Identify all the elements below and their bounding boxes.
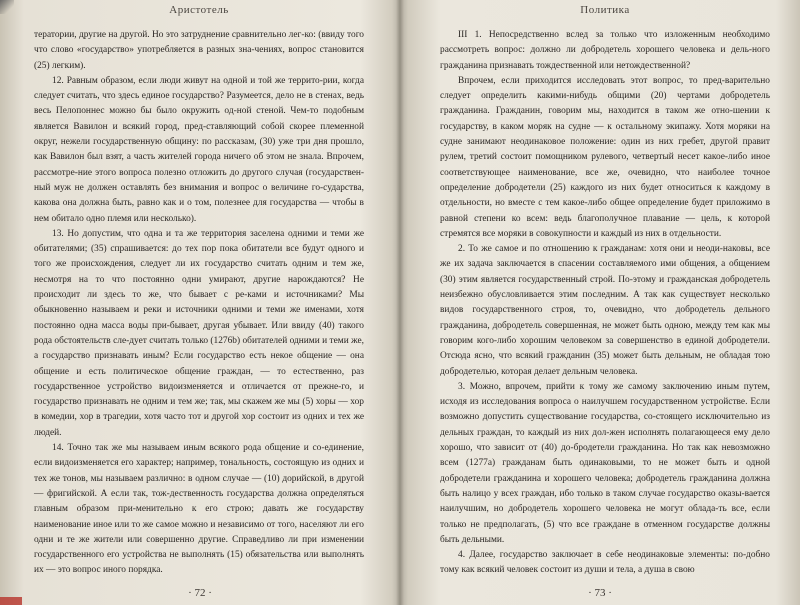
page-number-left: · 72 ·: [188, 587, 212, 599]
paragraph: 12. Равным образом, если люди живут на одной и той же террито-рии, когда следует считать, что здесь единое государство? Разумеется, дело не в стенах, ведь весь Пелопоннес можно бы было окружить од-ной стеной. Чем-то подобным является Вавилон и всякий город, пред-ставляющий собой скорее племенной округ, нежели государственную общину: по рассказам, (30) уже три дня прошло, как Вавилон был взят, а часть жителей города ничего об этом не знала. Впрочем, рассмотре-ние этого вопроса полезно отложить до другого случая (государствен-ный муж не должен оставлять без внимания и вопрос о величине го-сударства, какова она должна быть, равно как и о том, полезнее для государства — чтобы в нем обитало одно племя или несколько).: [34, 75, 364, 224]
paragraph: 2. То же самое и по отношению к гражданам: хотя они и неоди-наковы, все же их задача заключается в спасении составляемого ими общения, а общением (30) этим является государственный строй. По-этому и гражданская добродетель неизбежно обусловливается этим последним. А так как существует несколько видов государственного строя, то, очевидно, что добродетель дельного гражданина, добродетель совершенная, не может быть одною, между тем как мы говорим кого-либо хорошим человеком за совершенство в единой добродетели. Отсюда ясно, что всякий гражданин (35) может быть дельным, не обладая тою добродетелью, которая делает дельным человека.: [440, 244, 770, 377]
page-number-right: · 73 ·: [588, 587, 612, 599]
running-head-right: Политика: [580, 4, 630, 16]
paragraph: 13. Но допустим, что одна и та же территория заселена одними и теми же обитателями; (35) спрашивается: до тех пор пока обитатели все будут одного и того же происхождения, следует ли их государство считать одним и тем же, несмотря на то что постоянно одни умирают, другие нарождаются? Не происходит ли здесь то же, что бывает с ре-ками и источниками? Мы обыкновенно называем и реки и источники одними и теми же именами, хотя постоянно одна масса воды при-бывает, другая убывает. Или ввиду (40) такого рода обстоятельств сле-дует считать только (1276b) обитателей одними и теми же, а государство признавать иным? Если государство есть некое общение — она общение и есть политическое общение граждан, — то естественно, раз государственное устройство видоизменяется и отличается от прежне-го, и государство признавать не одним и тем же; так, мы скажем же мы (5) хоры — хор в комедии, хор в трагедии, хотя часто тот и другой хор состоит из одних и тех же людей.: [34, 228, 364, 438]
paragraph: Впрочем, если приходится исследовать этот вопрос, то пред-варительно следует определить какими-нибудь общими (20) чертами добродетель гражданина. Гражданин, говорим мы, находится в таком же отно-шении к государству, в каком моряк на судне — к остальному экипажу. Хотя моряки на судне занимают неодинаковое положение: один из них гребет, другой правит рулем, третий состоит помощником рулевого, четвертый несет какое-либо иное соответствующее наименование, все же, очевидно, что наиболее точное определение добродетели (25) каждого из них будет относиться к каждому в отдельности, но вместе с тем какое-либо общее определение будет приложимо в равной степени ко всем: ведь благополучное плавание — цель, к которой стремятся все моряки в совокупности и каждый из них в отдельности.: [440, 75, 770, 239]
running-head-left: Аристотель: [169, 4, 229, 16]
paragraph: III 1. Непосредственно вслед за только что изложенным необходимо рассмотреть вопрос: должно ли добродетель хорошего человека и дель-ного гражданина признавать тождественной или нетождественной?: [440, 30, 770, 71]
paragraph: 4. Далее, государство заключает в себе неодинаковые элементы: по-добно тому как всякий человек состоит из души и тела, а душа в свою: [440, 550, 770, 576]
right-page-text: [440, 28, 770, 579]
left-page-text: [34, 28, 364, 579]
paragraph: 3. Можно, впрочем, прийти к тому же самому заключению иным путем, исходя из исследования вопроса о наилучшем государственном устройстве. Если возможно допустить существование государства, со-стоящего исключительно из дельных граждан, то каждый из них дол-жен исполнять полагающееся ему дело хорошо, что зависит от (40) до-бродетели гражданина. Но так как невозможно всем (1277а) гражданам быть одинаковыми, то не может быть и одной добродетели гражданина и хорошего человека; добродетель гражданина должна быть налицо у всех граждан, ибо только в таком случае государство оказы-вается наилучшим, но добродетель хорошего человека не могут облада-ть все, если только не предполагать, (5) что все граждане в отменном государстве должны быть дельными.: [440, 381, 770, 545]
red-corner-mark: [0, 597, 22, 605]
paragraph: тератории, другие на другой. Но это затруднение сравнительно лег-ко: (ввиду того что слово «государство» употребляется в разных зна-чениях, вопрос становится (25) легким).: [34, 30, 364, 71]
paragraph: 14. Точно так же мы называем иным всякого рода общение и со-единение, если видоизменяется его характер; например, тональность, состоящую из одних и тех же тонов, мы называем различно: в одном случае — (10) дорийской, в другой — фригийской. А если так, тож-дественность государства должна определяться главным образом при-менительно к его строю; давать же государству наименование иное или то же самое можно и независимо от того, населяют ли его одни и те же жители или совершенно другие. Справедливо ли при изменении государственного его устройства не выполнять (15) обязательства или выполнять их — это вопрос иного порядка.: [34, 443, 364, 576]
right-page: [400, 0, 800, 605]
